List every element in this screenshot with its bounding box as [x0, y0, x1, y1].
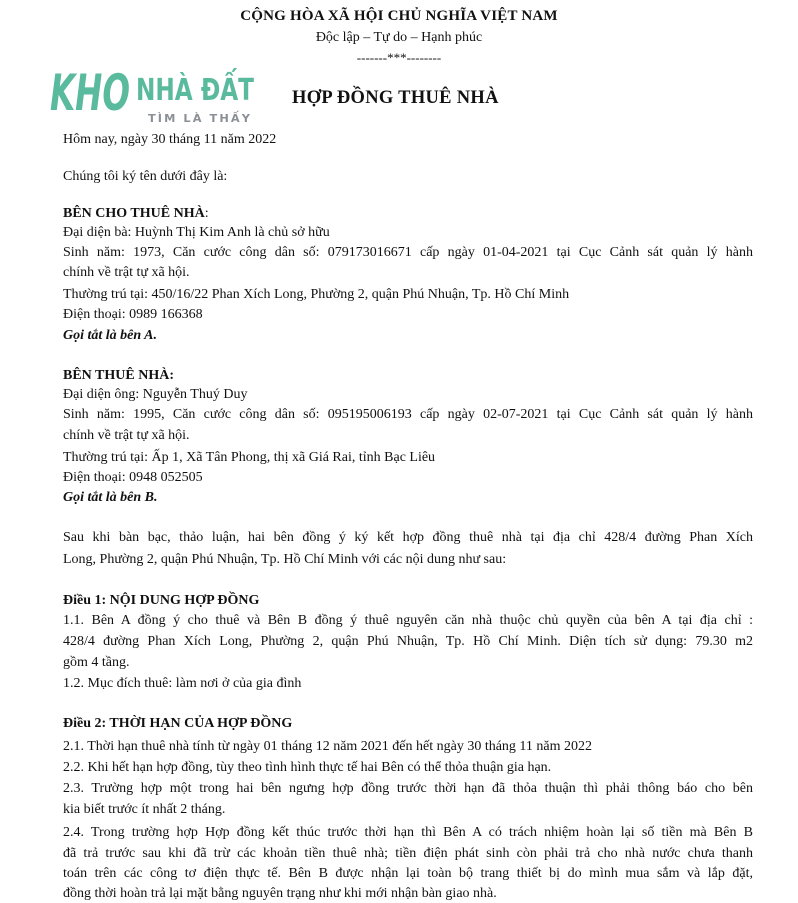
party-a-heading-text: BÊN CHO THUÊ NHÀ [63, 206, 205, 221]
contract-date: Hôm nay, ngày 30 tháng 11 năm 2022 [63, 132, 277, 147]
logo-tagline-text: TÌM LÀ THẤY [148, 112, 249, 125]
party-a-id-line1: Sinh năm: 1973, Căn cước công dân số: 079173016671 cấp ngày 01-04-2021 tại Cục Cảnh sát quản lý hành [63, 245, 753, 260]
party-b-phone: Điện thoại: 0948 052505 [63, 470, 203, 485]
logo-khu-text: KHO [50, 64, 130, 122]
party-b-address: Thường trú tại: Ấp 1, Xã Tân Phong, thị xã Giá Rai, tỉnh Bạc Liêu [63, 450, 436, 465]
party-b-representative: Đại diện ông: Nguyễn Thuý Duy [63, 387, 248, 402]
article2-clause2: 2.2. Khi hết hạn hợp đồng, tùy theo tình hình thực tế hai Bên có thể thỏa thuận gia hạn. [63, 760, 552, 775]
article2-clause4-line3: toán trên các công tơ điện thực tế. Bên B được nhận lại toàn bộ trang thiết bị do mình mua sắm và lắp đặt, [63, 866, 753, 881]
party-a-heading-colon: : [204, 206, 209, 221]
party-b-id-line2: chính về trật tự xã hội. [63, 428, 190, 443]
party-a-id-line2: chính về trật tự xã hội. [63, 265, 190, 280]
party-b-id-line1: Sinh năm: 1995, Căn cước công dân số: 095195006193 cấp ngày 02-07-2021 tại Cục Cảnh sát quản lý hành [63, 407, 753, 422]
party-a-address: Thường trú tại: 450/16/22 Phan Xích Long, Phường 2, quận Phú Nhuận, Tp. Hồ Chí Minh [63, 287, 570, 302]
article1-clause1-line3: gồm 4 tầng. [63, 655, 130, 670]
article1-clause1-line1: 1.1. Bên A đồng ý cho thuê và Bên B đồng ý thuê nguyên căn nhà thuộc chủ quyền của bên A tại địa chỉ : [63, 613, 753, 628]
article1-heading: Điều 1: NỘI DUNG HỢP ĐỒNG [63, 593, 260, 608]
agreement-line1: Sau khi bàn bạc, thảo luận, hai bên đồng ý ký kết hợp đồng thuê nhà tại địa chỉ 428/4 đường Phan Xích [63, 530, 753, 545]
article2-clause4-line1: 2.4. Trong trường hợp Hợp đồng kết thúc trước thời hạn thì Bên A có trách nhiệm hoàn lại số tiền mà Bên B [63, 825, 753, 840]
party-b-heading: BÊN THUÊ NHÀ: [63, 368, 174, 383]
party-a-alias: Gọi tắt là bên A. [63, 328, 157, 343]
party-a-phone: Điện thoại: 0989 166368 [63, 307, 203, 322]
article2-clause4-line2: đã trả trước sau khi đã trừ các khoản tiền thuê nhà; tiền điện phát sinh còn phải trả cho nhà nước chưa thanh [63, 846, 753, 861]
article2-clause1: 2.1. Thời hạn thuê nhà tính từ ngày 01 tháng 12 năm 2021 đến hết ngày 30 tháng 11 năm 2022 [63, 739, 593, 754]
document-title: HỢP ĐỒNG THUÊ NHÀ [292, 88, 499, 108]
article2-clause4-line4: đồng thời hoàn trả lại mặt bằng nguyên trạng như khi mới nhận bàn giao nhà. [63, 886, 497, 901]
party-a-heading [63, 205, 209, 223]
kho-nha-dat-logo [48, 50, 289, 130]
national-title: CỘNG HÒA XÃ HỘI CHỦ NGHĨA VIỆT NAM [240, 8, 558, 24]
article2-heading: Điều 2: THỜI HẠN CỦA HỢP ĐỒNG [63, 716, 293, 731]
header-divider: -------***-------- [356, 50, 442, 65]
party-b-alias: Gọi tắt là bên B. [63, 490, 158, 505]
article2-clause3-line2: kia biết trước ít nhất 2 tháng. [63, 802, 226, 817]
article1-clause1-line2: 428/4 đường Phan Xích Long, Phường 2, quận Phú Nhuận, Tp. Hồ Chí Minh. Diện tích sử dụng: 79.30 m2 [63, 634, 753, 649]
agreement-line2: Long, Phường 2, quận Phú Nhuận, Tp. Hồ Chí Minh với các nội dung như sau: [63, 552, 507, 567]
signers-intro: Chúng tôi ký tên dưới đây là: [63, 169, 228, 184]
party-a-representative: Đại diện bà: Huỳnh Thị Kim Anh là chủ sở hữu [63, 225, 330, 240]
logo-nha-dat-text: NHÀ ĐẤT [136, 73, 289, 108]
article1-clause2: 1.2. Mục đích thuê: làm nơi ở của gia đình [63, 676, 302, 691]
article2-clause3-line1: 2.3. Trường hợp một trong hai bên ngưng hợp đồng trước thời hạn đã thỏa thuận thì phải thông báo cho bên [63, 781, 753, 796]
national-motto: Độc lập – Tự do – Hạnh phúc [315, 30, 483, 45]
